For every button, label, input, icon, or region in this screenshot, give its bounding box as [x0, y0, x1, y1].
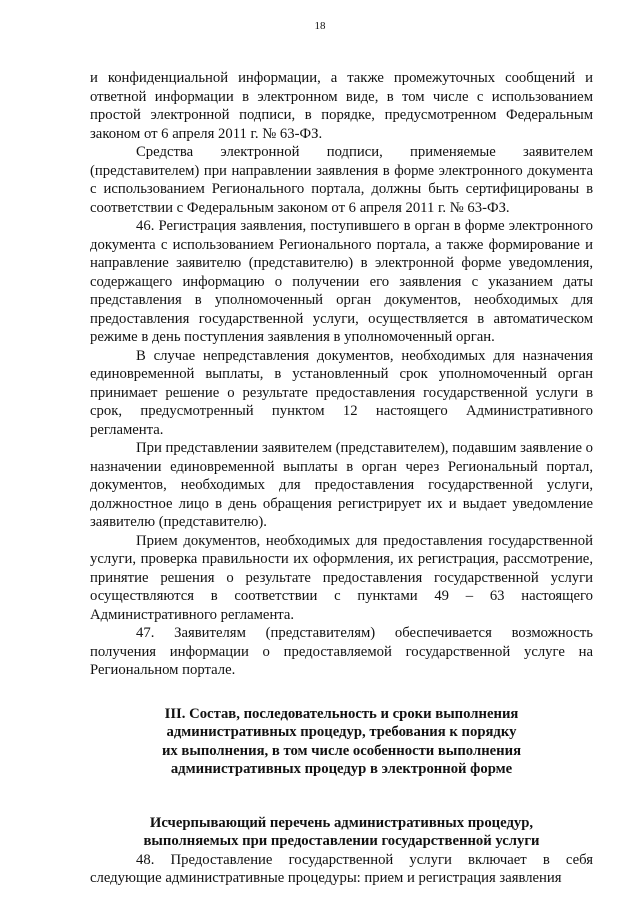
- subsection-heading-line: выполняемых при предоставлении государственной услуги: [143, 833, 540, 849]
- subsection-heading-line: Исчерпывающий перечень административных процедур,: [149, 814, 534, 831]
- section-heading: [90, 705, 593, 779]
- paragraph-48: 48. Предоставление государственной услуги включает в себя следующие административные процедуры: прием и регистрация заявления: [90, 851, 593, 886]
- section-heading-line: III. Состав, последовательность и сроки выполнения: [164, 705, 519, 722]
- paragraph-signature-tools: Средства электронной подписи, применяемые заявителем (представителем) при направлении заявления в форме электронного документа с использованием Регионального портала, должны быть сертифицированы в соответствии с Федеральным законом от 6 апреля 2011 г. № 63-ФЗ.: [90, 144, 593, 216]
- paragraph-continuation: и конфиденциальной информации, а также промежуточных сообщений и ответной информации в электронном виде, в том числе с использованием простой электронной подписи, в порядке, предусмотренном Федеральным законом от 6 апреля 2011 г. № 63-ФЗ.: [90, 70, 593, 142]
- page-number: 18: [314, 20, 326, 32]
- paragraph-46: 46. Регистрация заявления, поступившего в орган в форме электронного документа с использованием Регионального портала, а также формирование и направление заявителю (представителю) в электронной форме уведомления, содержащего информацию о получении его заявления с указанием даты представления в уполномоченный орган документов, необходимых для предоставления государственной услуги, осуществляется в автоматическом режиме в день поступления заявления в уполномоченный орган.: [90, 218, 593, 345]
- paragraph-submission: При представлении заявителем (представителем), подавшим заявление о назначении единовременной выплаты в орган через Региональный портал, документов, необходимых для предоставления государственной услуги, должностное лицо в день обращения регистрирует их и выдает уведомление заявителю (представителю).: [90, 440, 593, 530]
- paragraph-non-submission: В случае непредставления документов, необходимых для назначения единовременной выплаты, в установленный срок уполномоченный орган принимает решение о результате предоставления государственной услуги в срок, предусмотренный пунктом 12 настоящего Административного регламента.: [90, 347, 593, 438]
- paragraph-47: 47. Заявителям (представителям) обеспечивается возможность получения информации о предоставляемой государственной услуге на Региональном портале.: [90, 625, 593, 678]
- section-heading-line: административных процедур, требования к порядку: [166, 724, 517, 740]
- document-body: [90, 69, 593, 888]
- paragraph-document-acceptance: Прием документов, необходимых для предоставления государственной услуги, проверка правильности их оформления, их регистрация, рассмотрение, принятие решения о результате предоставления государственной услуги осуществляются в соответствии с пунктами 49 – 63 настоящего Административного регламента.: [90, 532, 593, 623]
- subsection-heading: [90, 814, 593, 851]
- section-heading-line: административных процедур в электронной форме: [170, 761, 513, 777]
- section-heading-line: их выполнения, в том числе особенности выполнения: [161, 742, 522, 759]
